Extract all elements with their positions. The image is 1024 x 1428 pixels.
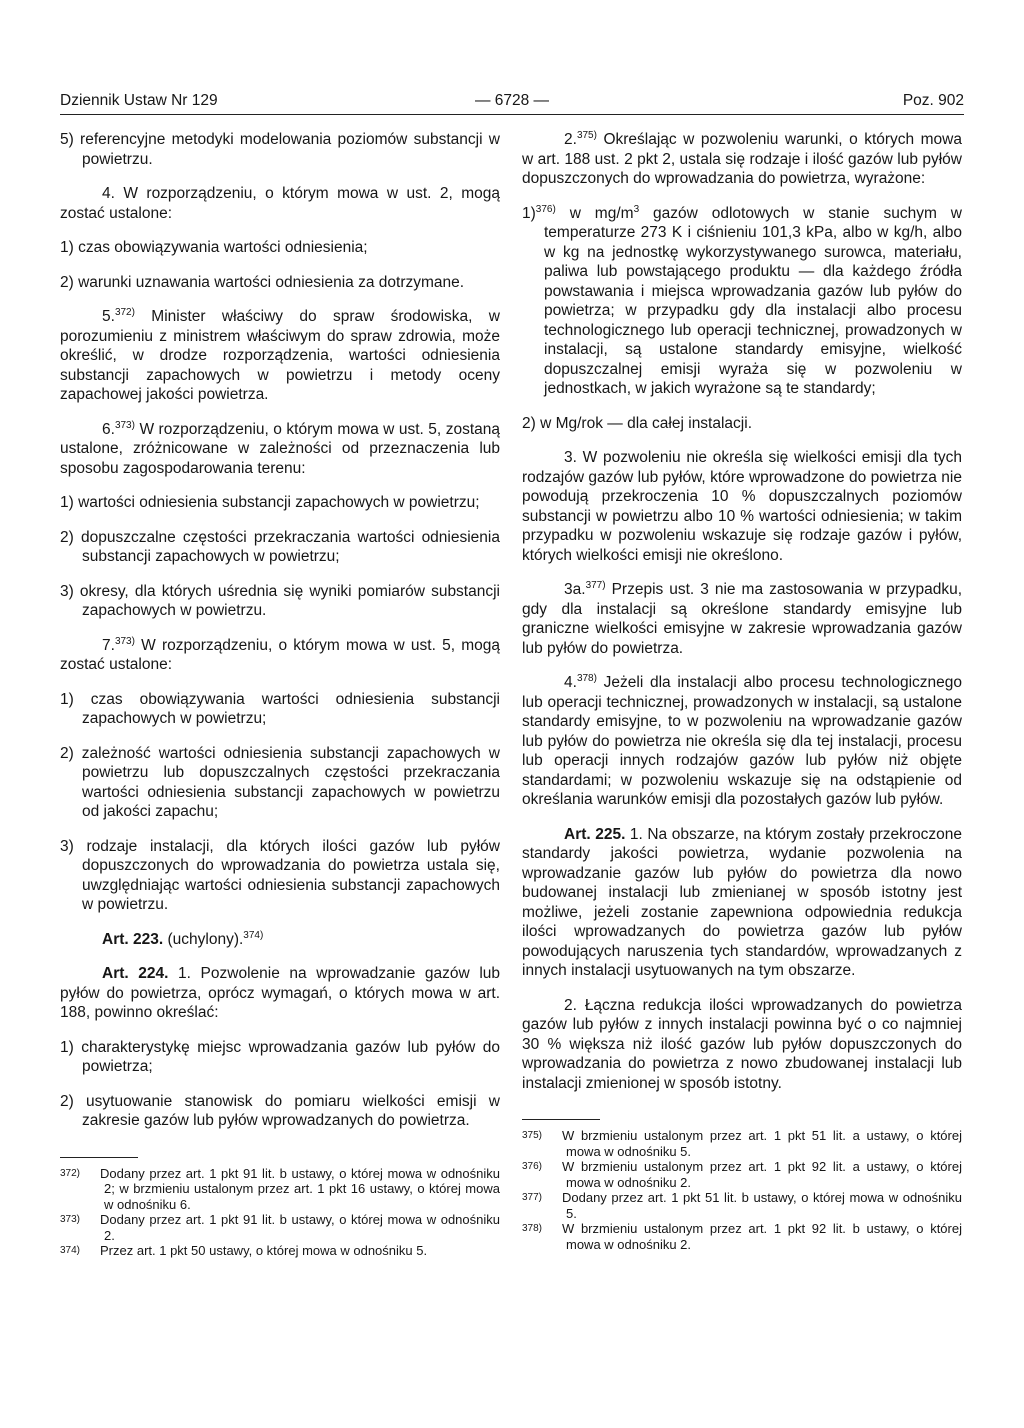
paragraph: 4. W rozporządzeniu, o którym mowa w ust. 2, mogą zostać ustalone: bbox=[60, 185, 500, 222]
journal-title: Dziennik Ustaw Nr 129 bbox=[60, 92, 218, 109]
page-number: — 6728 — bbox=[474, 92, 550, 109]
footnote-ref: 378) bbox=[576, 672, 597, 684]
item-text: w mg/m bbox=[569, 204, 634, 222]
footnote-separator bbox=[60, 1157, 138, 1158]
list-item bbox=[522, 204, 962, 399]
list-item: 1) czas obowiązywania wartości odniesienia substancji zapachowych w powietrzu; bbox=[60, 690, 500, 727]
footnote bbox=[522, 1221, 962, 1252]
para-number: 2. bbox=[564, 131, 577, 148]
para-text: Przepis ust. 3 nie ma zastosowania w przypadku, gdy dla instalacji są określone standardy emisyjne lub graniczne wielkości emisyjne w zakresie wprowadzania gazów lub pyłów do powietrza. bbox=[522, 581, 962, 657]
para-text: W rozporządzeniu, o którym mowa w ust. 5, zostaną ustalone, zróżnicowane w zależności od przeznaczenia lub sposobu zagospodarowania terenu: bbox=[60, 420, 500, 477]
para-text: 1. Na obszarze, na którym zostały przekroczone standardy jakości powietrza, wydanie pozwolenia na wprowadzanie gazów lub pyłów do powietrza dla nowo budowanej instalacji lub zmienianej w sposób istotny jest możliwe, jeżeli zostanie zapewniona odpowiednia redukcja ilości wprowadzanych do powietrza gazów lub pyłów powodujących naruszenia tych standardów, wprowadzanych z innych instalacji usytuowanych na tym obszarze. bbox=[522, 825, 963, 979]
footnote-mark: 374) bbox=[60, 1245, 81, 1256]
para-text: Jeżeli dla instalacji albo procesu technologicznego lub operacji technicznej, prowadzonych w instalacji, są ustalone standardy emisyjne, to w pozwoleniu na wprowadzanie gazów lub pyłów do powietrza nie określa się dla tej instalacji, procesu lub operacji innych rodzajów gazów lub pyłów niż objęte standardami; w pozwoleniu wskazuje się na odstąpienie od określania warunków emisji dla pozostałych gazów lub pyłów. bbox=[522, 674, 962, 808]
paragraph bbox=[60, 420, 500, 479]
list-item: 5) referencyjne metodyki modelowania poziomów substancji w powietrzu. bbox=[60, 131, 500, 168]
para-text: Minister właściwy do spraw środowiska, w porozumieniu z ministrem właściwym do spraw zdrowia, może określić, w drodze rozporządzenia, wartości odniesienia substancji zapachowych w powietrzu i metody oceny zapachowej jakości powietrza. bbox=[60, 308, 500, 403]
position-number: Poz. 902 bbox=[902, 92, 964, 109]
footnote-ref: 372) bbox=[114, 306, 135, 318]
footnote-text: W brzmieniu ustalonym przez art. 1 pkt 51 lit. a ustawy, o której mowa w odnośniku 5. bbox=[562, 1128, 962, 1159]
footnote-text: Dodany przez art. 1 pkt 91 lit. b ustawy, o której mowa w odnośniku 2; w brzmieniu ustalonym przez art. 1 pkt 16 ustawy, o której mowa w odnośniku 6. bbox=[100, 1165, 500, 1212]
footnote-ref: 376) bbox=[535, 203, 556, 215]
list-item: 1) charakterystykę miejsc wprowadzania gazów lub pyłów do powietrza; bbox=[60, 1038, 500, 1075]
footnote-text: W brzmieniu ustalonym przez art. 1 pkt 92 lit. a ustawy, o której mowa w odnośniku 2. bbox=[562, 1159, 962, 1190]
item-number: 1) bbox=[522, 204, 536, 222]
article-223 bbox=[60, 930, 500, 950]
para-number: 5. bbox=[102, 308, 115, 325]
footnote-ref: 374) bbox=[243, 929, 264, 941]
list-item: 2) w Mg/rok — dla całej instalacji. bbox=[522, 414, 752, 432]
list-item: 1) czas obowiązywania wartości odniesienia; bbox=[60, 239, 368, 256]
footnote-separator bbox=[522, 1119, 600, 1120]
item-text: gazów odlotowych w stanie suchym w temperaturze 273 K i ciśnieniu 101,3 kPa, albo w kg/h, albo w kg na jednostkę wykorzystywanego surowca, materiału, paliwa lub powstającego produktu — dla każdego źródła powstawania i miejsca wprowadzania gazów lub pyłów do powietrza; w przypadku gdy dla instalacji albo procesu technologicznego lub operacji technicznej, prowadzonych w instalacji, są ustalone standardy emisyjne, wielkość dopuszczalnej emisji wyraża się w pozwoleniu w jednostkach, w jakich wyrażone są te standardy; bbox=[544, 204, 963, 397]
footnote-mark: 373) bbox=[60, 1214, 81, 1225]
right-column bbox=[522, 130, 962, 1252]
left-column bbox=[60, 130, 500, 1259]
footnote-text: Przez art. 1 pkt 50 ustawy, o której mowa w odnośniku 5. bbox=[100, 1243, 428, 1258]
footnote-mark: 378) bbox=[522, 1223, 543, 1234]
article-label: Art. 223. bbox=[102, 930, 164, 948]
footnote-mark: 375) bbox=[522, 1130, 543, 1141]
page-header bbox=[60, 92, 964, 115]
paragraph bbox=[522, 580, 962, 658]
paragraph bbox=[522, 130, 962, 189]
paragraph bbox=[60, 307, 500, 405]
para-text: (uchylony). bbox=[167, 930, 244, 948]
para-text: Określając w pozwoleniu warunki, o których mowa w art. 188 ust. 2 pkt 2, ustala się rodzaje i ilość gazów lub pyłów dopuszczonych do wprowadzania do powietrza, wyrażone: bbox=[522, 131, 962, 187]
footnote bbox=[522, 1159, 962, 1190]
footnote-mark: 372) bbox=[60, 1167, 81, 1179]
para-number: 4. bbox=[564, 674, 577, 691]
paragraph: 3. W pozwoleniu nie określa się wielkości emisji dla tych rodzajów gazów lub pyłów, które wprowadzone do powietrza nie powodują przekroczenia 10 % dopuszczalnych poziomów substancji w powietrzu albo 10 % wartości odniesienia; w takim przypadku w pozwoleniu wskazuje się rodzaje gazów i pyłów, których wielkości emisji nie określono. bbox=[522, 449, 962, 564]
para-number: 7. bbox=[102, 636, 115, 654]
footnote bbox=[60, 1166, 500, 1213]
para-number: 3a. bbox=[564, 581, 586, 598]
footnote-text: Dodany przez art. 1 pkt 91 lit. b ustawy, o której mowa w odnośniku 2. bbox=[100, 1212, 500, 1243]
list-item: 2) warunki uznawania wartości odniesienia za dotrzymane. bbox=[60, 273, 465, 291]
paragraph bbox=[522, 673, 962, 810]
article-224 bbox=[60, 964, 500, 1023]
list-item: 1) wartości odniesienia substancji zapachowych w powietrzu; bbox=[60, 494, 480, 511]
article-label: Art. 225. bbox=[564, 825, 626, 843]
article-label: Art. 224. bbox=[102, 965, 169, 982]
list-item: 3) okresy, dla których uśrednia się wyniki pomiarów substancji zapachowych w powietrzu. bbox=[60, 582, 500, 619]
para-text: W rozporządzeniu, o którym mowa w ust. 5, mogą zostać ustalone: bbox=[60, 636, 500, 673]
paragraph: 2. Łączna redukcja ilości wprowadzanych do powietrza gazów lub pyłów z innych instalacji powinna być o co najmniej 30 % większa niż ilość gazów lub pyłów dopuszczonych do wprowadzania do powietrza z nowo zbudowanej instalacji lub instalacji zmienionej w sposób istotny. bbox=[522, 996, 962, 1092]
footnote-ref: 373) bbox=[114, 419, 135, 431]
footnotes-right bbox=[522, 1128, 962, 1252]
footnote-ref: 373) bbox=[114, 635, 135, 647]
list-item: 3) rodzaje instalacji, dla których ilości gazów lub pyłów dopuszczonych do wprowadzania do powietrza ustala się, uwzględniając wartości odniesienia substancji zapachowych w powietrzu. bbox=[60, 837, 500, 913]
footnote-mark: 376) bbox=[522, 1161, 543, 1172]
footnote-ref: 375) bbox=[576, 129, 597, 141]
footnote-ref: 377) bbox=[585, 579, 606, 591]
paragraph bbox=[60, 636, 500, 675]
footnote bbox=[60, 1243, 500, 1259]
list-item: 2) dopuszczalne częstości przekraczania wartości odniesienia substancji zapachowych w powietrzu; bbox=[60, 528, 500, 565]
footnote-mark: 377) bbox=[522, 1192, 543, 1203]
list-item: 2) zależność wartości odniesienia substancji zapachowych w powietrzu lub dopuszczalnych częstości przekraczania wartości odniesienia substancji zapachowych w powietrzu od jakości zapachu; bbox=[60, 744, 500, 820]
footnote bbox=[522, 1128, 962, 1159]
footnote-text: Dodany przez art. 1 pkt 51 lit. b ustawy, o której mowa w odnośniku 5. bbox=[562, 1190, 962, 1221]
para-text: 1. Pozwolenie na wprowadzanie gazów lub pyłów do powietrza, oprócz wymagań, o których mowa w art. 188, powinno określać: bbox=[60, 965, 500, 1021]
footnote-text: W brzmieniu ustalonym przez art. 1 pkt 92 lit. b ustawy, o której mowa w odnośniku 2. bbox=[562, 1221, 962, 1252]
footnote bbox=[60, 1212, 500, 1243]
article-225 bbox=[522, 825, 962, 981]
footnotes-left bbox=[60, 1166, 500, 1259]
footnote bbox=[522, 1190, 962, 1221]
exponent: 3 bbox=[633, 203, 640, 215]
list-item: 2) usytuowanie stanowisk do pomiaru wielkości emisji w zakresie gazów lub pyłów wprowadzanych do powietrza. bbox=[60, 1092, 500, 1129]
para-number: 6. bbox=[102, 420, 115, 438]
